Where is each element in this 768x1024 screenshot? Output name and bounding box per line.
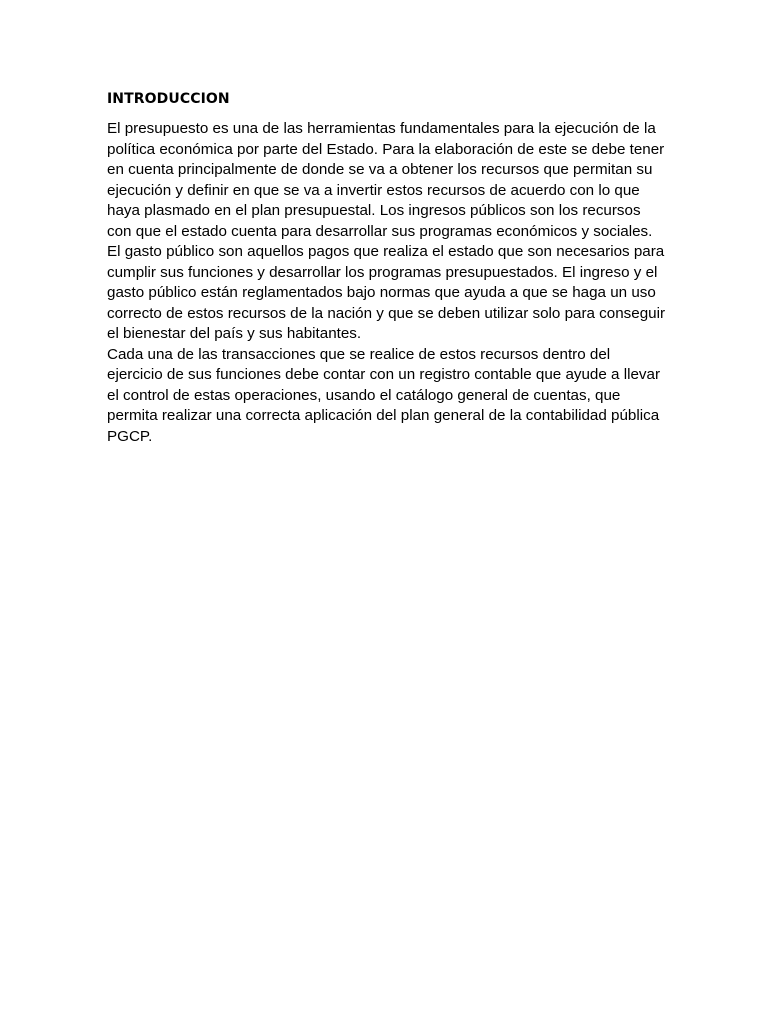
paragraph-3: Cada una de las transacciones que se realice de estos recursos dentro del ejercicio de sus funciones debe contar con un registro contable que ayude a llevar el control de estas operaciones, usando el catálogo general de cuentas, que permita realizar una correcta aplicación del plan general de la contabilidad pública PGCP.: [107, 345, 661, 445]
document-body: [107, 90, 667, 447]
paragraph-1: El presupuesto es una de las herramientas fundamentales para la ejecución de la política económica por parte del Estado. Para la elaboración de este se debe tener en cuenta principalmente de donde se va a obtener los recursos que permitan su ejecución y definir en que se va a invertir estos recursos de acuerdo con lo que haya plasmado en el plan presupuestal. Los ingresos públicos son los recursos con que el estado cuenta para desarrollar sus programas económicos y sociales.: [107, 120, 665, 240]
section-heading: INTRODUCCION: [107, 91, 230, 107]
paragraph-2: El gasto público son aquellos pagos que realiza el estado que son necesarios para cumplir sus funciones y desarrollar los programas presupuestados. El ingreso y el gasto público están reglamentados bajo normas que ayuda a que se haga un uso correcto de estos recursos de la nación y que se deben utilizar solo para conseguir el bienestar del país y sus habitantes.: [107, 243, 666, 342]
